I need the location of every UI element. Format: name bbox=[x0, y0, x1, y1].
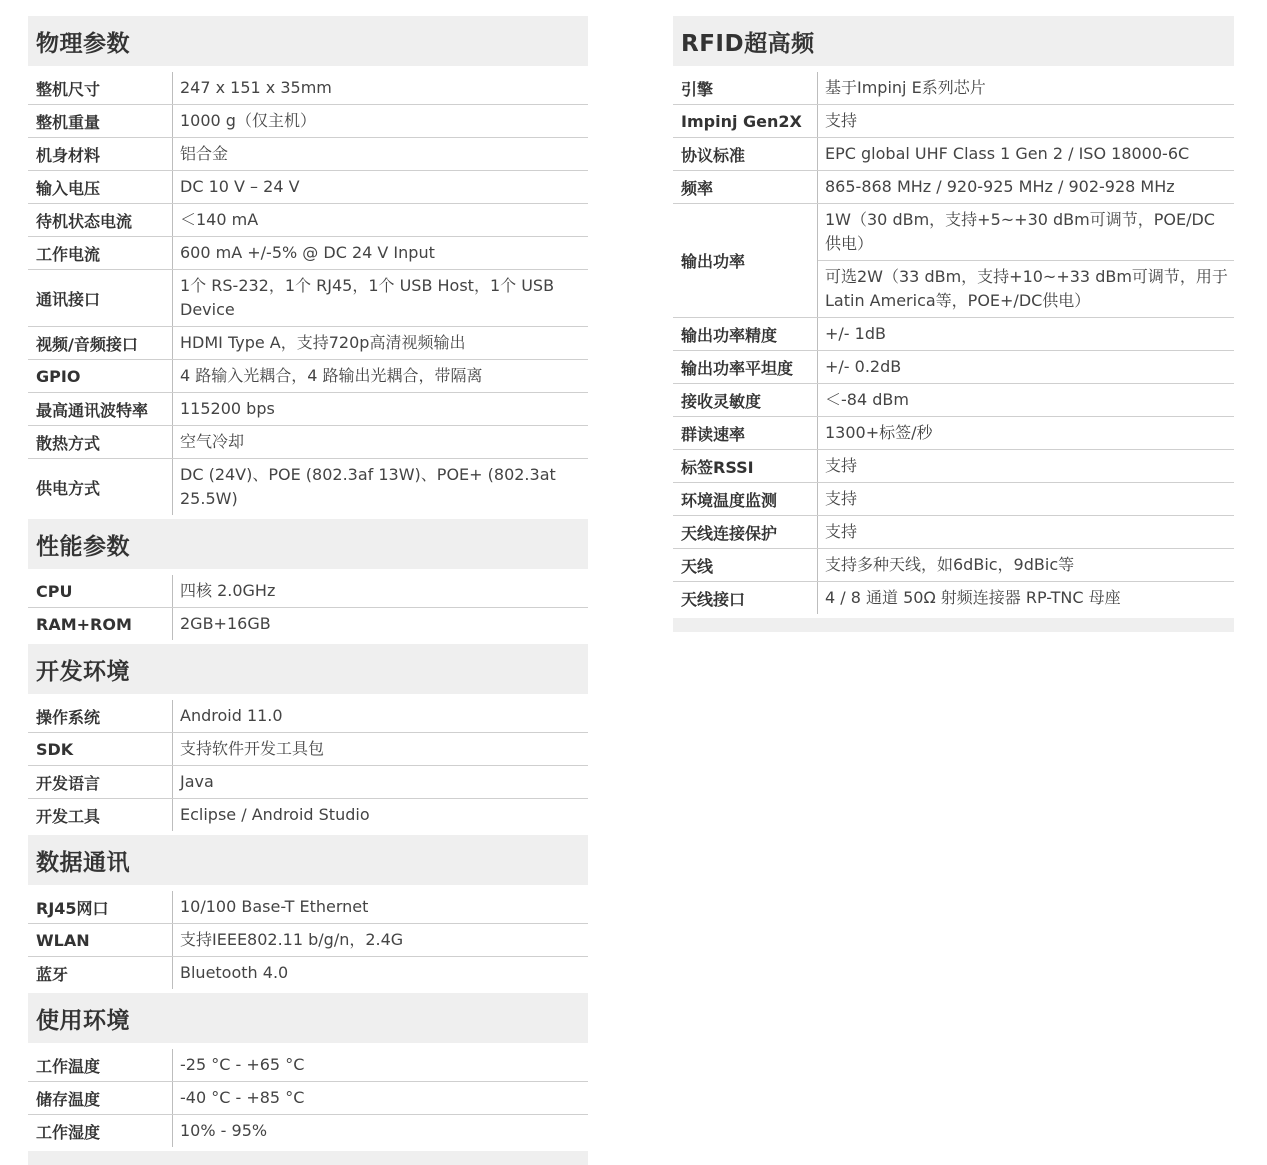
spec-label: CPU bbox=[28, 575, 173, 607]
spec-row bbox=[28, 733, 588, 766]
spec-value-group bbox=[818, 384, 1234, 416]
spec-row bbox=[673, 516, 1234, 549]
spec-label: 开发语言 bbox=[28, 766, 173, 798]
spec-label: 整机重量 bbox=[28, 105, 173, 137]
spec-label: 最高通讯波特率 bbox=[28, 393, 173, 425]
spec-value-group bbox=[173, 924, 588, 956]
spec-value: ＜140 mA bbox=[180, 210, 259, 229]
spec-value-group bbox=[173, 608, 588, 640]
spec-label: 群读速率 bbox=[673, 417, 818, 449]
spec-row bbox=[673, 417, 1234, 450]
spec-value: 115200 bps bbox=[180, 399, 275, 418]
spec-value: Bluetooth 4.0 bbox=[180, 963, 289, 982]
spec-value-group bbox=[173, 799, 588, 831]
spec-row bbox=[673, 351, 1234, 384]
spec-label: 机身材料 bbox=[28, 138, 173, 170]
spec-label: 视频/音频接口 bbox=[28, 327, 173, 359]
spec-label: 散热方式 bbox=[28, 426, 173, 458]
spec-table bbox=[28, 72, 588, 515]
spec-label: 频率 bbox=[673, 171, 818, 203]
spec-value: 1000 g（仅主机） bbox=[180, 111, 316, 130]
spec-value-group bbox=[173, 327, 588, 359]
column-end-bar bbox=[28, 1151, 588, 1165]
spec-row bbox=[28, 393, 588, 426]
spec-row bbox=[28, 700, 588, 733]
spec-value: 1W（30 dBm，支持+5~+30 dBm可调节，POE/DC供电） bbox=[825, 210, 1215, 253]
spec-value-group bbox=[173, 171, 588, 203]
right-spec-column bbox=[673, 16, 1234, 632]
spec-label: RAM+ROM bbox=[28, 608, 173, 640]
spec-label: RJ45网口 bbox=[28, 891, 173, 923]
spec-row bbox=[673, 138, 1234, 171]
spec-value: 基于Impinj E系列芯片 bbox=[825, 78, 986, 97]
left-spec-column bbox=[28, 16, 588, 1165]
spec-value: 600 mA +/-5% @ DC 24 V Input bbox=[180, 243, 435, 262]
spec-value: 支持多种天线，如6dBic，9dBic等 bbox=[825, 555, 1075, 574]
spec-label: 输出功率精度 bbox=[673, 318, 818, 350]
spec-row bbox=[673, 384, 1234, 417]
section-title: 性能参数 bbox=[28, 519, 588, 569]
spec-label: 通讯接口 bbox=[28, 270, 173, 326]
spec-value-group bbox=[173, 700, 588, 732]
spec-label: 供电方式 bbox=[28, 459, 173, 515]
spec-value: 可选2W（33 dBm，支持+10~+33 dBm可调节，用于Latin America等，POE+/DC供电） bbox=[818, 260, 1234, 317]
section-title: 物理参数 bbox=[28, 16, 588, 66]
spec-table bbox=[28, 575, 588, 640]
spec-row bbox=[673, 549, 1234, 582]
spec-row bbox=[28, 891, 588, 924]
spec-value: EPC global UHF Class 1 Gen 2 / ISO 18000-6C bbox=[825, 144, 1190, 163]
spec-value: 4 路输入光耦合，4 路输出光耦合，带隔离 bbox=[180, 366, 483, 385]
spec-label: 天线接口 bbox=[673, 582, 818, 614]
spec-label: 输出功率平坦度 bbox=[673, 351, 818, 383]
spec-value-group bbox=[818, 516, 1234, 548]
spec-value-group bbox=[173, 459, 588, 515]
spec-value-group bbox=[818, 138, 1234, 170]
spec-value-group bbox=[173, 1115, 588, 1147]
spec-value: 4 / 8 通道 50Ω 射频连接器 RP-TNC 母座 bbox=[825, 588, 1121, 607]
spec-value: 支持 bbox=[825, 489, 858, 508]
spec-label: 输出功率 bbox=[673, 204, 818, 317]
spec-value: Android 11.0 bbox=[180, 706, 283, 725]
spec-value-group bbox=[818, 318, 1234, 350]
spec-value-group bbox=[173, 1049, 588, 1081]
spec-value: 865-868 MHz / 920-925 MHz / 902-928 MHz bbox=[825, 177, 1175, 196]
spec-label: 待机状态电流 bbox=[28, 204, 173, 236]
section-title: 数据通讯 bbox=[28, 835, 588, 885]
spec-label: 天线 bbox=[673, 549, 818, 581]
spec-label: Impinj Gen2X bbox=[673, 105, 818, 137]
spec-row bbox=[28, 1115, 588, 1147]
spec-value-group bbox=[173, 766, 588, 798]
spec-label: GPIO bbox=[28, 360, 173, 392]
spec-value: ＜-84 dBm bbox=[825, 390, 909, 409]
spec-value: DC 10 V – 24 V bbox=[180, 177, 300, 196]
spec-value: 四核 2.0GHz bbox=[180, 581, 276, 600]
spec-row bbox=[673, 171, 1234, 204]
spec-row bbox=[28, 360, 588, 393]
spec-table bbox=[28, 700, 588, 831]
spec-value-group bbox=[818, 582, 1234, 614]
spec-value: 1300+标签/秒 bbox=[825, 423, 933, 442]
spec-value: 10% - 95% bbox=[180, 1121, 268, 1140]
spec-table bbox=[28, 1049, 588, 1147]
spec-value: 支持IEEE802.11 b/g/n，2.4G bbox=[180, 930, 404, 949]
spec-value-group bbox=[173, 957, 588, 989]
spec-row bbox=[28, 799, 588, 831]
spec-label: 接收灵敏度 bbox=[673, 384, 818, 416]
spec-row bbox=[28, 1082, 588, 1115]
spec-label: 协议标准 bbox=[673, 138, 818, 170]
spec-row bbox=[673, 72, 1234, 105]
spec-value: Java bbox=[180, 772, 214, 791]
spec-value-group bbox=[173, 733, 588, 765]
spec-label: 操作系统 bbox=[28, 700, 173, 732]
spec-value: +/- 1dB bbox=[825, 324, 886, 343]
spec-row bbox=[673, 582, 1234, 614]
spec-section bbox=[673, 16, 1234, 614]
spec-value: 1个 RS-232，1个 RJ45，1个 USB Host，1个 USB Device bbox=[180, 276, 555, 319]
spec-value: Eclipse / Android Studio bbox=[180, 805, 370, 824]
spec-row bbox=[28, 72, 588, 105]
column-end-bar bbox=[673, 618, 1234, 632]
spec-value: 空气冷却 bbox=[180, 432, 245, 451]
spec-value-group bbox=[173, 426, 588, 458]
spec-label: 整机尺寸 bbox=[28, 72, 173, 104]
spec-value-group bbox=[173, 237, 588, 269]
section-title: 使用环境 bbox=[28, 993, 588, 1043]
spec-row bbox=[28, 138, 588, 171]
spec-row bbox=[28, 327, 588, 360]
spec-row bbox=[673, 483, 1234, 516]
spec-label: 工作温度 bbox=[28, 1049, 173, 1081]
spec-value: 10/100 Base-T Ethernet bbox=[180, 897, 369, 916]
spec-value: 支持 bbox=[825, 522, 858, 541]
spec-value: 支持软件开发工具包 bbox=[180, 739, 325, 758]
section-title: RFID超高频 bbox=[673, 16, 1234, 66]
spec-value: HDMI Type A，支持720p高清视频输出 bbox=[180, 333, 466, 352]
spec-value-group bbox=[173, 204, 588, 236]
spec-row bbox=[28, 924, 588, 957]
spec-value: 支持 bbox=[825, 456, 858, 475]
spec-row bbox=[28, 1049, 588, 1082]
spec-value-group bbox=[173, 138, 588, 170]
spec-row bbox=[28, 105, 588, 138]
spec-row bbox=[28, 426, 588, 459]
spec-value-group bbox=[173, 270, 588, 326]
spec-section bbox=[28, 835, 588, 989]
spec-row bbox=[28, 957, 588, 989]
spec-label: 工作电流 bbox=[28, 237, 173, 269]
spec-section bbox=[28, 644, 588, 831]
spec-label: 蓝牙 bbox=[28, 957, 173, 989]
spec-section bbox=[28, 993, 588, 1147]
spec-section bbox=[28, 16, 588, 515]
spec-row bbox=[28, 608, 588, 640]
spec-value-group bbox=[173, 891, 588, 923]
spec-row bbox=[28, 459, 588, 515]
spec-label: 标签RSSI bbox=[673, 450, 818, 482]
spec-label: 环境温度监测 bbox=[673, 483, 818, 515]
spec-row bbox=[28, 204, 588, 237]
spec-value-group bbox=[818, 204, 1234, 317]
section-title: 开发环境 bbox=[28, 644, 588, 694]
spec-value: -40 °C - +85 °C bbox=[180, 1088, 305, 1107]
spec-value-group bbox=[173, 72, 588, 104]
spec-value: 铝合金 bbox=[180, 144, 229, 163]
spec-value-group bbox=[173, 393, 588, 425]
spec-label: 储存温度 bbox=[28, 1082, 173, 1114]
spec-row bbox=[28, 237, 588, 270]
spec-label: SDK bbox=[28, 733, 173, 765]
spec-value-group bbox=[818, 417, 1234, 449]
spec-value-group bbox=[818, 72, 1234, 104]
spec-label: 天线连接保护 bbox=[673, 516, 818, 548]
spec-section bbox=[28, 519, 588, 640]
spec-row bbox=[673, 105, 1234, 138]
spec-value: 2GB+16GB bbox=[180, 614, 271, 633]
spec-value-group bbox=[818, 171, 1234, 203]
spec-value: -25 °C - +65 °C bbox=[180, 1055, 305, 1074]
spec-label: 开发工具 bbox=[28, 799, 173, 831]
spec-value-group bbox=[818, 549, 1234, 581]
spec-table bbox=[673, 72, 1234, 614]
spec-value-group bbox=[818, 483, 1234, 515]
spec-value: 247 x 151 x 35mm bbox=[180, 78, 332, 97]
spec-value: 支持 bbox=[825, 111, 858, 130]
spec-value-group bbox=[818, 450, 1234, 482]
spec-row bbox=[28, 766, 588, 799]
spec-row bbox=[673, 450, 1234, 483]
spec-value: DC (24V)、POE (802.3af 13W)、POE+ (802.3at 25.5W) bbox=[180, 465, 556, 508]
spec-label: 引擎 bbox=[673, 72, 818, 104]
spec-value-group bbox=[173, 360, 588, 392]
spec-value: +/- 0.2dB bbox=[825, 357, 902, 376]
spec-value-group bbox=[818, 351, 1234, 383]
spec-value-group bbox=[173, 575, 588, 607]
spec-row bbox=[673, 204, 1234, 318]
spec-row bbox=[28, 171, 588, 204]
spec-value-group bbox=[818, 105, 1234, 137]
spec-label: 工作湿度 bbox=[28, 1115, 173, 1147]
spec-row bbox=[28, 575, 588, 608]
spec-label: 输入电压 bbox=[28, 171, 173, 203]
spec-row bbox=[28, 270, 588, 327]
spec-label: WLAN bbox=[28, 924, 173, 956]
spec-value-group bbox=[173, 105, 588, 137]
spec-table bbox=[28, 891, 588, 989]
spec-row bbox=[673, 318, 1234, 351]
spec-value-group bbox=[173, 1082, 588, 1114]
